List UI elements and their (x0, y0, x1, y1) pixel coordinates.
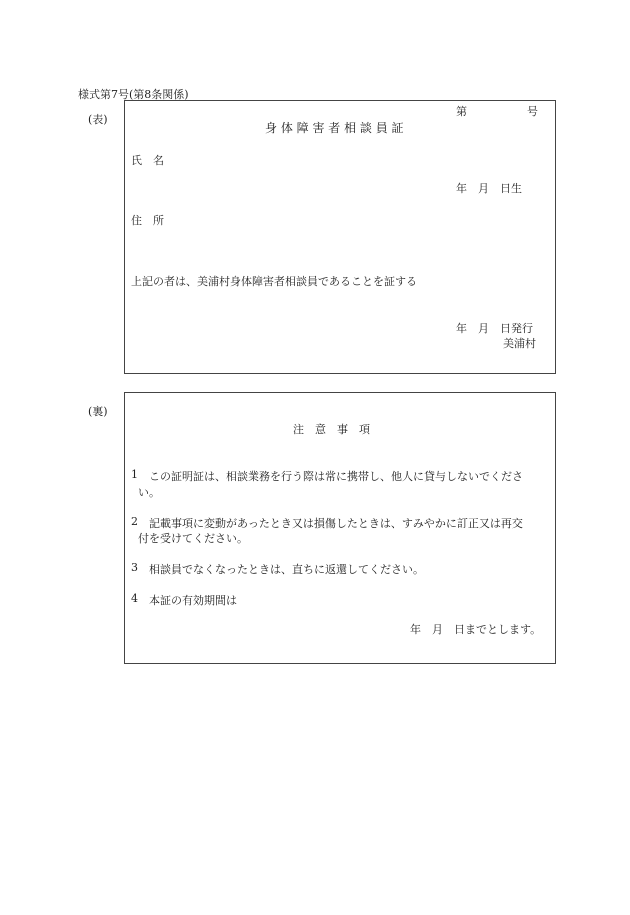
certification-text: 上記の者は、美浦村身体障害者相談員であることを証する (131, 275, 417, 288)
birth-date: 年 月 日生 (456, 182, 522, 195)
issue-date: 年 月 日発行 (456, 322, 533, 335)
back-side-label: (裏) (88, 405, 108, 418)
issuer: 美浦村 (503, 337, 536, 350)
note-text: この証明証は、相談業務を行う際は常に携帯し、他人に貸与しないでくださ (149, 470, 523, 483)
note-text-continued: 付を受けてください。 (138, 532, 248, 545)
note-number: 3 (131, 561, 138, 574)
form-label: 様式第7号(第8条関係) (78, 88, 189, 101)
certificate-number-prefix: 第 (456, 105, 467, 118)
name-label: 氏 名 (131, 154, 164, 167)
note-text: 相談員でなくなったときは、直ちに返還してください。 (149, 563, 424, 576)
back-card (124, 392, 556, 664)
note-number: 2 (131, 515, 138, 528)
front-side-label: (表) (88, 113, 108, 126)
note-text: 本証の有効期間は (149, 594, 237, 607)
note-number: 4 (131, 592, 138, 605)
certificate-number-suffix: 号 (527, 105, 538, 118)
notes-heading: 注 意 事 項 (293, 423, 370, 436)
validity-until: 年 月 日までとします。 (410, 623, 542, 636)
note-text: 記載事項に変動があったとき又は損傷したときは、すみやかに訂正又は再交 (149, 517, 523, 530)
certificate-title: 身 体 障 害 者 相 談 員 証 (265, 121, 404, 135)
address-label: 住 所 (131, 214, 164, 227)
note-text-continued: い。 (138, 486, 160, 499)
front-card (124, 100, 556, 374)
note-number: 1 (131, 468, 138, 481)
